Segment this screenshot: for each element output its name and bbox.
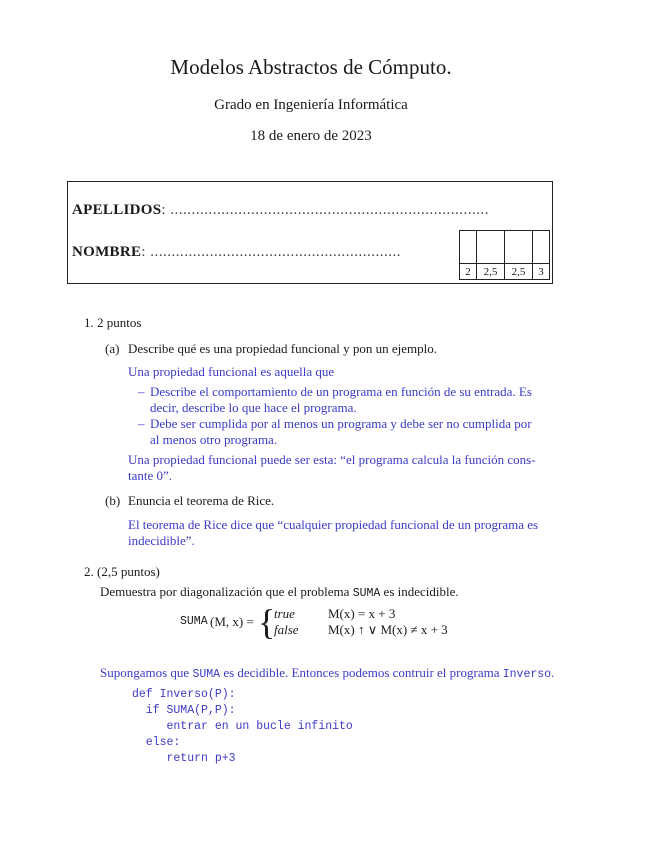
question-1-header — [84, 315, 141, 331]
answer-text: . — [551, 665, 555, 680]
formula-lhs-args: (M, x) = — [210, 614, 254, 629]
inverso-code: Inverso — [502, 668, 552, 681]
score-table — [459, 230, 550, 280]
question-points: (2,5 puntos) — [97, 564, 160, 579]
answer-text: Supongamos que — [100, 665, 193, 680]
question-2-statement — [100, 584, 459, 600]
question-points: 2 puntos — [97, 315, 142, 330]
code-line: else: — [132, 736, 181, 749]
suma-code: SUMA — [352, 587, 381, 600]
max-points-q1: 2 — [460, 264, 477, 280]
score-cell-q2[interactable] — [477, 231, 505, 264]
nombre-dots: : ........................................................... — [141, 244, 401, 260]
nombre-label: NOMBRE — [72, 244, 142, 260]
max-points-q4: 3 — [533, 264, 550, 280]
answer-1a-bullet-2-line-1: Debe ser cumplida por al menos un programa y debe ser no cumplida por — [150, 416, 532, 431]
max-points-q3: 2,5 — [505, 264, 533, 280]
bullet-dash: – — [138, 384, 145, 399]
question-1a-text: Describe qué es una propiedad funcional y pon un ejemplo. — [128, 341, 438, 356]
answer-text: es decidible. Entonces podemos contruir el programa — [220, 665, 503, 680]
question-1b-label: (b) — [105, 493, 121, 508]
answer-1b-line-2: indecidible”. — [128, 533, 195, 548]
exam-title: Modelos Abstractos de Cómputo. — [170, 55, 452, 79]
answer-1b-line-1: El teorema de Rice dice que “cualquier propiedad funcional de un programa es — [128, 517, 539, 532]
formula-case-1-value: true — [274, 606, 295, 621]
code-line: entrar en un bucle infinito — [132, 720, 353, 733]
statement-text: es indecidible. — [380, 584, 459, 599]
question-number: 2. — [84, 564, 94, 579]
question-1b-text: Enuncia el teorema de Rice. — [128, 493, 275, 508]
formula-brace: { — [258, 602, 276, 642]
bullet-dash: – — [138, 416, 145, 431]
statement-text: Demuestra por diagonalización que el problema — [100, 584, 353, 599]
max-points-q2: 2,5 — [477, 264, 505, 280]
formula-lhs-name: SUMA — [180, 615, 208, 628]
apellidos-label: APELLIDOS — [72, 202, 162, 218]
code-line: return p+3 — [132, 752, 236, 765]
student-id-box — [67, 181, 553, 284]
answer-1a-example-line-1: Una propiedad funcional puede ser esta: “el programa calcula la función cons- — [128, 452, 536, 467]
score-cell-q4[interactable] — [533, 231, 550, 264]
answer-1a-bullet-1-line-2: decir, describe lo que hace el programa. — [150, 400, 357, 415]
formula-case-1-condition: M(x) = x + 3 — [328, 606, 396, 621]
formula-case-2-value: false — [274, 622, 299, 637]
score-cell-q3[interactable] — [505, 231, 533, 264]
inverso-code-block — [132, 688, 353, 768]
answer-1a-example-line-2: tante 0”. — [128, 468, 173, 483]
score-cell-q1[interactable] — [460, 231, 477, 264]
suma-code: SUMA — [192, 668, 221, 681]
apellidos-dots: : ........................................................................... — [161, 202, 490, 218]
nombre-field[interactable] — [72, 244, 401, 261]
answer-2-intro — [100, 665, 554, 681]
answer-1a-bullet-2-line-2: al menos otro programa. — [150, 432, 278, 447]
degree-subtitle: Grado en Ingeniería Informática — [214, 97, 408, 113]
answer-1a-intro: Una propiedad funcional es aquella que — [128, 364, 335, 379]
apellidos-field[interactable] — [72, 202, 489, 219]
question-number: 1. — [84, 315, 94, 330]
question-2-header — [84, 564, 160, 580]
question-1a-label: (a) — [105, 341, 120, 356]
answer-1a-bullet-1-line-1: Describe el comportamiento de un programa en función de su entrada. Es — [150, 384, 532, 399]
formula-case-2-condition: M(x) ↑ ∨ M(x) ≠ x + 3 — [328, 622, 448, 637]
exam-date: 18 de enero de 2023 — [250, 128, 372, 144]
code-line: if SUMA(P,P): — [132, 704, 236, 717]
code-line: def Inverso(P): — [132, 688, 236, 701]
